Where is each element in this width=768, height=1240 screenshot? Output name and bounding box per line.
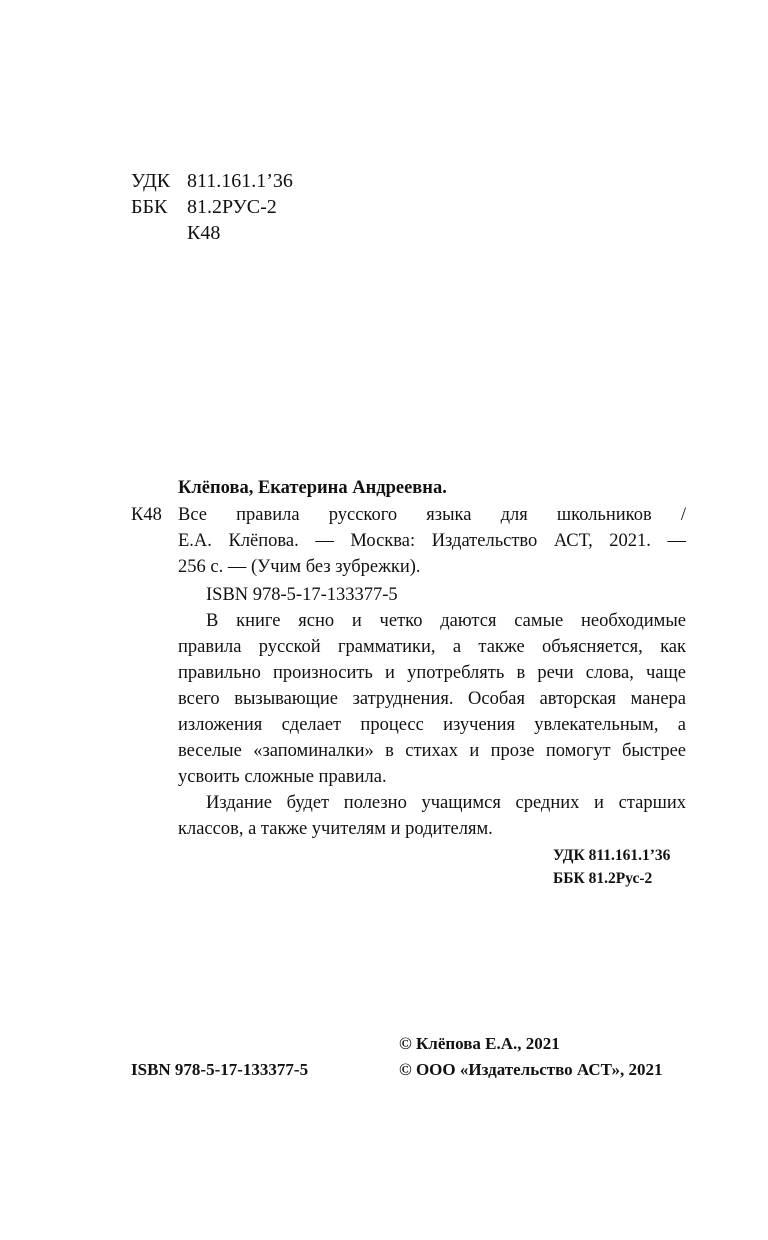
udk-label: УДК [131,170,171,192]
record-title-line-1: Все правила русского языка для школьников / [178,505,686,525]
udk-value: 811.161.1’36 [187,170,293,192]
annotation-p1-line-5: изложения сделает процесс изучения увлекательным, а [178,715,686,735]
top-bbk-line [131,194,277,220]
copyright-author: © Клёпова Е.А., 2021 [399,1034,560,1053]
classification-bbk: ББК 81.2Рус-2 [553,870,653,887]
author-heading: Клёпова, Екатерина Андреевна. [178,478,447,498]
annotation-p1-line-1: В книге ясно и четко даются самые необходимые [206,611,686,631]
record-title-line-3: 256 с. — (Учим без зубрежки). [178,557,421,577]
annotation-p2-line-2: классов, а также учителям и родителям. [178,819,493,839]
annotation-p1-line-3: правильно произносить и употреблять в речи слова, чаще [178,663,686,683]
classification-udk: УДК 811.161.1’36 [553,847,671,864]
annotation-p2-line-1: Издание будет полезно учащимся средних и старших [206,793,686,813]
top-udk-line [131,168,293,194]
record-isbn: ISBN 978-5-17-133377-5 [206,585,398,605]
copyright-publisher: © ООО «Издательство АСТ», 2021 [399,1060,663,1079]
bbk-value: 81.2РУС-2 [187,196,277,218]
annotation-p1-line-2: правила русской грамматики, а также объясняется, как [178,637,686,657]
annotation-p1-line-6: веселые «запоминалки» в стихах и прозе помогут быстрее [178,741,686,761]
top-author-mark: К48 [187,222,221,244]
record-title-line-2: Е.А. Клёпова. — Москва: Издательство АСТ, 2021. — [178,531,686,551]
bbk-label: ББК [131,196,168,218]
record-author-mark: К48 [131,505,162,525]
annotation-p1-line-7: усвоить сложные правила. [178,767,387,787]
annotation-p1-line-4: всего вызывающие затруднения. Особая авторская манера [178,689,686,709]
footer-isbn: ISBN 978-5-17-133377-5 [131,1060,309,1079]
